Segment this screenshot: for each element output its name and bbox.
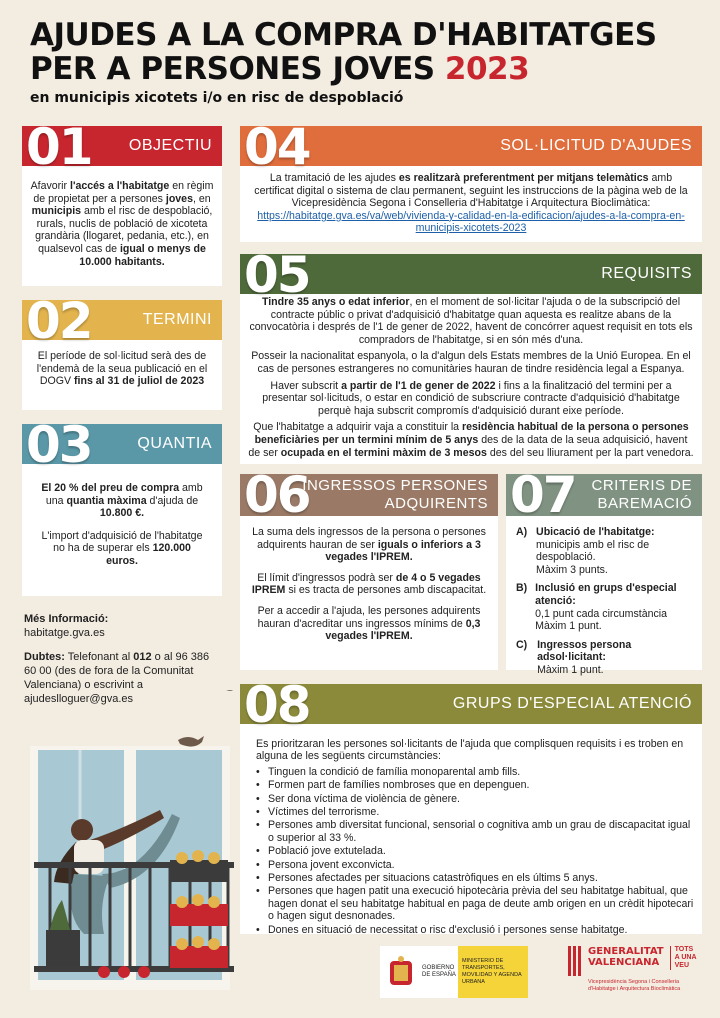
title-line-2 <box>30 52 690 86</box>
section-title: INGRESSOS PERSONES ADQUIRENTS <box>302 477 488 512</box>
planter <box>170 946 228 968</box>
section-title: SOL·LICITUD D'AJUDES <box>500 137 692 154</box>
ministerio-label: MINISTERIO DE TRANSPORTES, MOVILIDAD Y AGENDA URBANA <box>458 946 528 998</box>
section-body: La suma dels ingressos de la persona o persones adquirents hauran de ser iguals o inferiors a 3 vegades l'IPREM. El límit d'ingressos podrà ser de 4 o 5 vegades IPREM si es tracta de persones amb discapacitat. Per a accedir a l'ajuda, les persones adquirents hauran d'acreditar uns ingressos mínims de 0,3 vegades l'IPREM. <box>251 526 487 643</box>
criteria-item: A) Ubicació de l'habitatge: municipis amb el risc de despoblació. Màxim 3 punts. <box>516 526 655 576</box>
list-item: • Formen part de famílies nombroses que en depenguen. <box>256 779 696 791</box>
logo-generalitat-valenciana <box>566 946 706 998</box>
person-head <box>71 819 93 841</box>
section-title: TERMINI <box>142 311 212 328</box>
criteria-item: C) Ingressos persona adsol·licitant: Màxim 1 punt. <box>516 638 632 676</box>
section-title: REQUISITS <box>601 265 692 282</box>
groups-intro: Es prioritzaran les persones sol·licitants de l'ajuda que complisquen requisits i es troben en alguna de les següents circumstàncies: <box>256 738 684 763</box>
more-info-label: Més Informació: <box>24 613 109 625</box>
list-item: • Ser dona víctima de violència de gènere. <box>256 793 696 805</box>
section-body: Afavorir l'accés a l'habitatge en règim de propietat per a persones joves, en municipis amb el risc de despoblació, rurals, nuclis de població de xicoteta grandària (llogaret, pedania, etc.), en qualsevol cas de igual o menys de 10.000 habitants. <box>30 180 214 268</box>
list-item: • Persones amb diversitat funcional, sensorial o cognitiva amb un grau de discapacitat igual o superior al 33 %. <box>256 819 696 844</box>
list-item: • Víctimes del terrorisme. <box>256 806 696 818</box>
section-requisits <box>240 246 702 464</box>
spain-coat-of-arms-icon <box>386 955 416 989</box>
yoga-balcony-illustration <box>20 690 240 990</box>
criteria-item: B) Inclusió en grups d'especial atenció: 0,1 punt cada circumstància Màxim 1 punt. <box>516 582 677 633</box>
section-number: 08 <box>244 676 310 734</box>
doubts-text: Dubtes: Telefonant al 012 o al 96 386 60 00 (des de fora de la Comunitat Valenciana) o escrivint a ajudeslloguer@gva.es <box>24 651 210 705</box>
generalitat-department: Vicepresidència Segona i Conselleria d'Habitatge i Arquitectura Bioclimàtica <box>588 979 681 992</box>
groups-list <box>256 766 696 936</box>
title-line-1: AJUDES A LA COMPRA D'HABITATGES <box>30 17 657 53</box>
bird-icon <box>178 736 204 747</box>
list-item: • Tinguen la condició de família monoparental amb fills. <box>256 766 696 778</box>
section-number: 07 <box>510 466 576 524</box>
list-item: • Població jove extutelada. <box>256 845 696 857</box>
section-body: El 20 % del preu de compra amb una quantia màxima d'ajuda de 10.800 €. L'import d'adquisició de l'habitatge no ha de superar els 120.000 euros. <box>41 482 203 567</box>
gobierno-label: GOBIERNO DE ESPAÑA <box>422 965 456 978</box>
section-solicitud <box>240 118 702 242</box>
generalitat-tagline: TOTS A UNA VEU <box>670 946 697 970</box>
section-body <box>256 738 696 937</box>
section-body: La tramitació de les ajudes es realitzarà preferentment per mitjans telemàtics amb certificat digital o sistema de clau permanent, seguint les instruccions de la pàgina web de la Vicepresidència Segona i Conselleria d'Habitatge i Arquitectura Bioclimàtica: https://habitatge.gva.es/va/web/vivienda-y-calidad-en-la-edificacion/ajudes-a-la-compra-en-municipis-xicotets-2023 <box>254 172 688 235</box>
title-year: 2023 <box>444 51 530 87</box>
planter <box>170 860 228 882</box>
section-number: 01 <box>26 118 92 176</box>
more-info-link[interactable]: habitatge.gva.es <box>24 627 105 639</box>
section-ingressos <box>240 466 498 670</box>
section-title: QUANTIA <box>137 435 212 452</box>
list-item: • Persones afectades per situacions catastròfiques en els últims 5 anys. <box>256 872 696 884</box>
poster-subtitle: en municipis xicotets i/o en risc de despoblació <box>30 90 404 106</box>
section-objectiu <box>22 118 222 286</box>
section-title: CRITERIS DE BAREMACIÓ <box>591 477 692 512</box>
poster-header <box>30 18 690 106</box>
title-line-2-text: PER A PERSONES JOVES <box>30 51 435 87</box>
list-item: • Persones que hagen patit una execució hipotecària prèvia del seu habitatge habitual, que hagen donat el seu habitatge habitual en paga de deute amb origen en un crèdit hipotecari o hagen sigut desnonades. <box>256 885 696 922</box>
section-title: OBJECTIU <box>128 137 212 154</box>
section-criteris <box>506 466 702 676</box>
list-item: • Persona jovent exconvicta. <box>256 859 696 871</box>
poster-title <box>30 18 690 86</box>
section-quantia <box>22 416 222 596</box>
section-title: GRUPS D'ESPECIAL ATENCIÓ <box>452 695 692 712</box>
criteria-list <box>516 526 696 683</box>
section-body: El període de sol·licitud serà des de l'endemà de la seua publicació en el DOGV fins al 31 de juliol de 2023 <box>36 350 208 388</box>
generalitat-emblem-icon <box>566 946 584 976</box>
section-termini <box>22 292 222 410</box>
application-link[interactable]: https://habitatge.gva.es/va/web/vivienda-y-calidad-en-la-edificacion/ajudes-a-la-compra-en-municipis-xicotets-2023 <box>257 209 685 235</box>
logo-gobierno-espana <box>380 946 528 998</box>
generalitat-name: GENERALITAT VALENCIANA <box>588 946 664 968</box>
section-number: 05 <box>244 246 310 304</box>
list-item: • Dones en situació de necessitat o risc d'exclusió i persones sense habitatge. <box>256 924 696 936</box>
planter <box>170 904 228 926</box>
section-number: 03 <box>26 416 92 474</box>
section-number: 06 <box>244 466 310 524</box>
section-grups <box>240 676 702 936</box>
section-body: Tindre 35 anys o edat inferior, en el moment de sol·licitar l'ajuda o de la subscripció del contracte públic o privat d'adquisició d'habitatge quan aquesta es realitze abans de la convocatòria i després de l'1 de gener de 2022, havent de concórrer aquest requisit en tots els compradors de l'habitatge, si en són més d'una. Posseir la nacionalitat espanyola, o la d'algun dels Estats membres de la Unió Europea. En el cas de persones estrangeres no comunitàries hauran de tindre residència legal a Espanya. Haver subscrit a partir de l'1 de gener de 2022 i fins a la finalització del termini per a presentar sol·licituds, o estar en condició de subscriure contracte d'adquisició d'habitatge perquè haja subscrit compromís d'adquisició durant eixe període. Que l'habitatge a adquirir vaja a constituir la residència habitual de la persona o persones beneficiàries per un termini mínim de 5 anys des de la data de la seua adquisició, havent de ser ocupada en el termini màxim de 3 mesos des del seu lliurament per la part venedora. <box>248 296 694 459</box>
section-number: 02 <box>26 292 92 350</box>
section-number: 04 <box>244 118 310 176</box>
